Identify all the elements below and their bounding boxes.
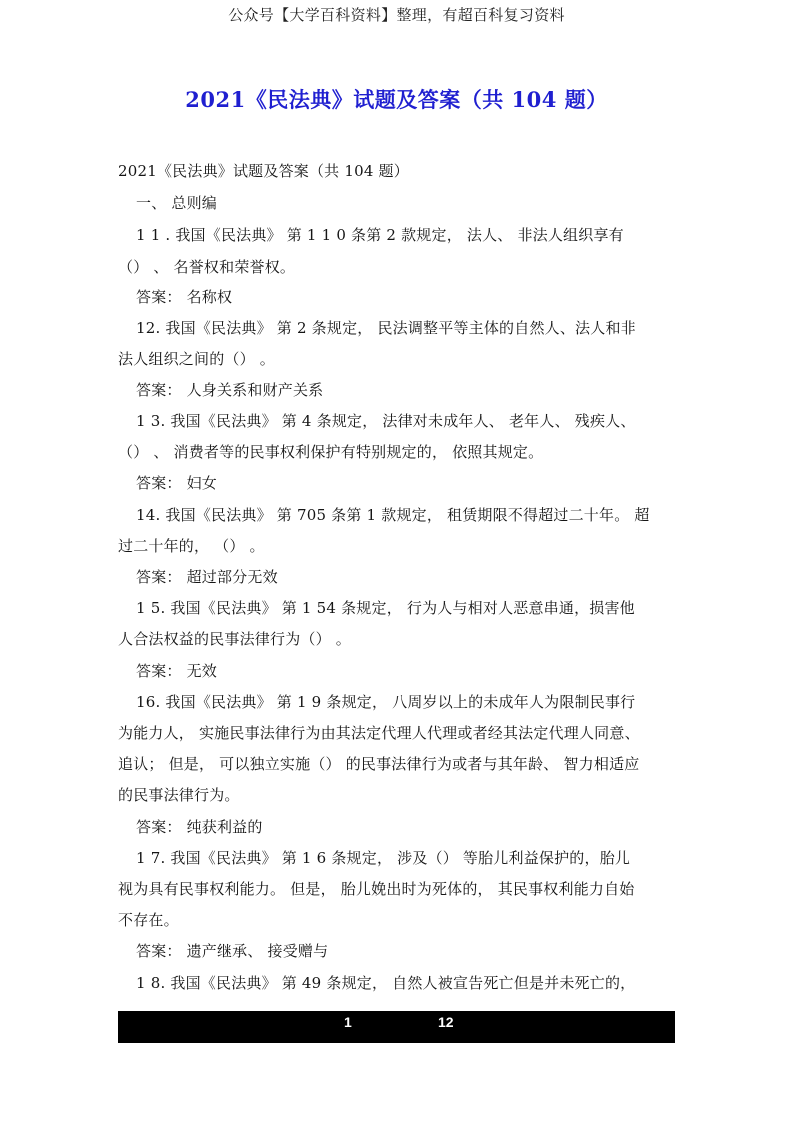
question-line: 1 8. 我国《民法典》 第 49 条规定， 自然人被宣告死亡但是并未死亡的， <box>136 974 636 992</box>
question-line: 人合法权益的民事法律行为（） 。 <box>118 630 351 648</box>
answer-line: 答案： 纯获利益的 <box>136 818 263 836</box>
question-line: 法人组织之间的（） 。 <box>118 350 275 368</box>
question-line: 16. 我国《民法典》 第 1 9 条规定， 八周岁以上的未成年人为限制民事行 <box>136 693 636 711</box>
question-line: （） 、 名誉权和荣誉权。 <box>118 258 296 276</box>
question-line: （） 、 消费者等的民事权利保护有特别规定的， 依照其规定。 <box>118 443 544 461</box>
answer-line: 答案： 人身关系和财产关系 <box>136 381 324 399</box>
question-line: 过二十年的， （） 。 <box>118 537 265 555</box>
answer-line: 答案： 超过部分无效 <box>136 568 278 586</box>
answer-line: 答案： 妇女 <box>136 474 217 492</box>
question-line: 14. 我国《民法典》 第 705 条第 1 款规定， 租赁期限不得超过二十年。 超 <box>136 506 650 524</box>
question-line: 1 3. 我国《民法典》 第 4 条规定， 法律对未成年人、 老年人、 残疾人、 <box>136 412 636 430</box>
question-line: 1 1 . 我国《民法典》 第 1 1 0 条第 2 款规定， 法人、 非法人组织享有 <box>136 226 624 244</box>
subtitle-line: 2021《民法典》试题及答案（共 104 题） <box>118 162 409 180</box>
answer-line: 答案： 名称权 <box>136 288 233 306</box>
question-line: 追认； 但是， 可以独立实施（） 的民事法律行为或者与其年龄、 智力相适应 <box>118 755 640 773</box>
answer-line: 答案： 遗产继承、 接受赠与 <box>136 942 329 960</box>
question-line: 的民事法律行为。 <box>118 786 240 804</box>
header-note: 公众号【大学百科资料】整理，有超百科复习资料 <box>228 6 565 24</box>
question-line: 1 5. 我国《民法典》 第 1 54 条规定， 行为人与相对人恶意串通，损害他 <box>136 599 635 617</box>
page-number: 1 <box>344 1014 352 1030</box>
question-line: 12. 我国《民法典》 第 2 条规定， 民法调整平等主体的自然人、法人和非 <box>136 319 636 337</box>
document-title: 2021《民法典》试题及答案（共 104 题） <box>185 87 608 112</box>
question-line: 不存在。 <box>118 911 179 929</box>
question-line: 为能力人， 实施民事法律行为由其法定代理人代理或者经其法定代理人同意、 <box>118 724 640 742</box>
page-total: 12 <box>438 1014 454 1030</box>
answer-line: 答案： 无效 <box>136 662 217 680</box>
question-line: 1 7. 我国《民法典》 第 1 6 条规定， 涉及（） 等胎儿利益保护的，胎儿 <box>136 849 631 867</box>
question-line: 视为具有民事权利能力。 但是， 胎儿娩出时为死体的， 其民事权利能力自始 <box>118 880 635 898</box>
section-heading: 一、 总则编 <box>136 194 217 212</box>
footer-bar <box>118 1011 675 1043</box>
